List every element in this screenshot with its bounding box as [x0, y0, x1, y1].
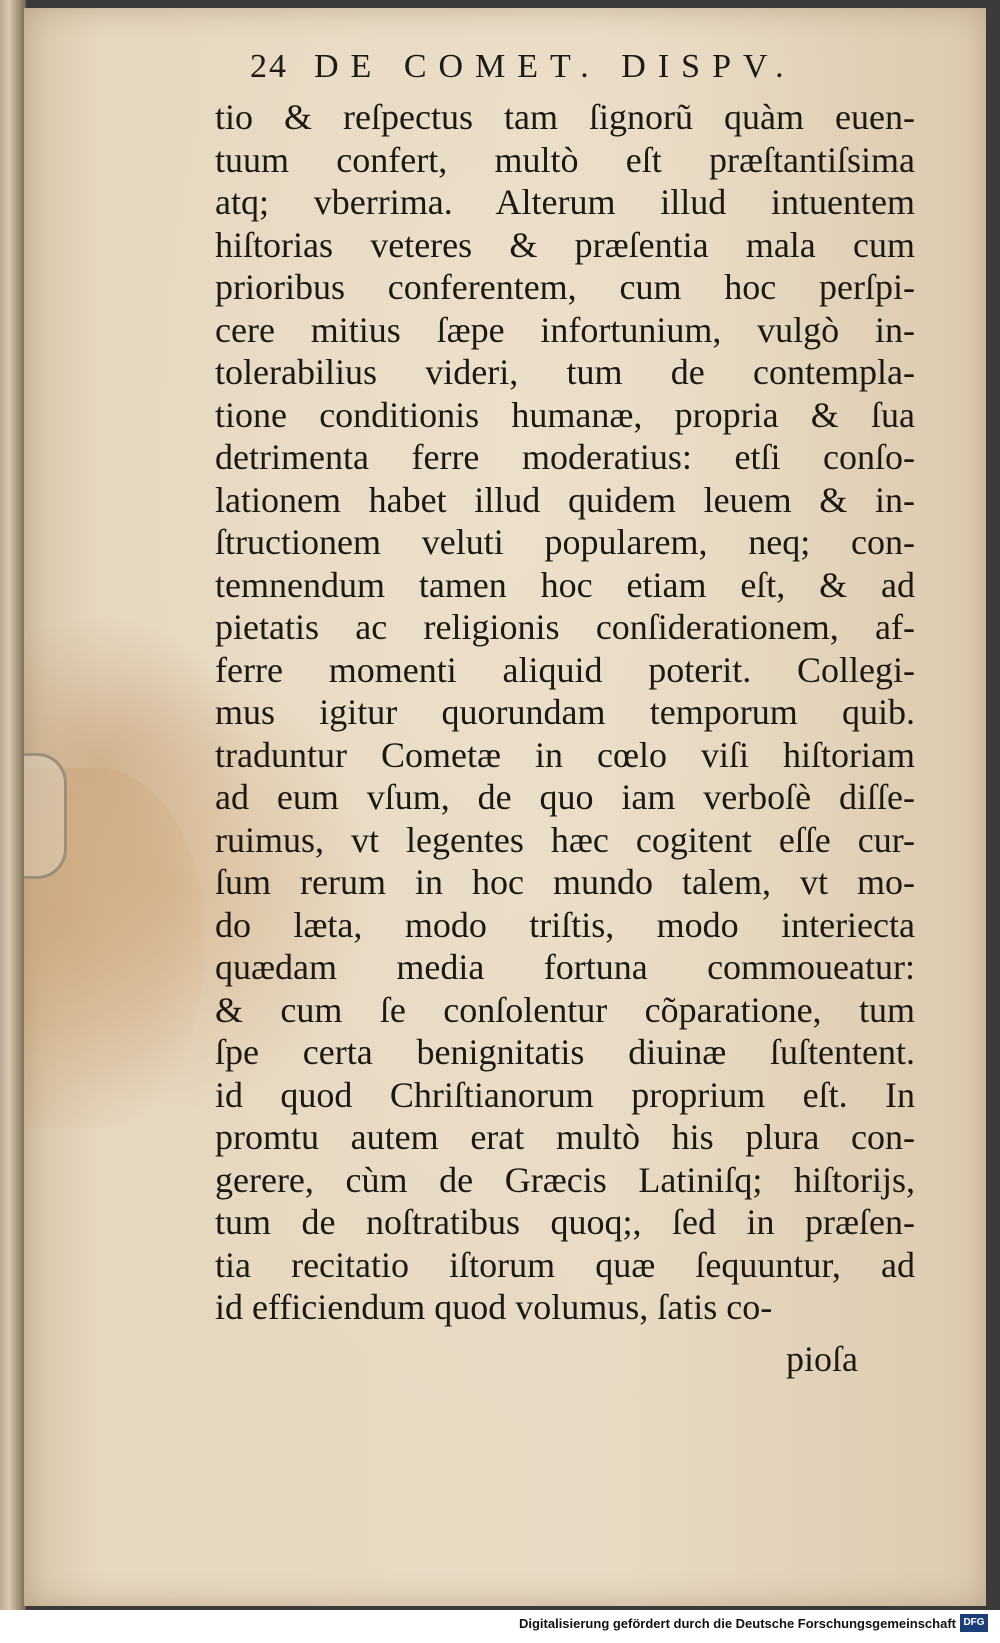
text-line: tio & reſpectus tam ſignorũ quàm euen- [215, 97, 915, 137]
text-line: pietatis ac religionis conſiderationem, af- [215, 607, 915, 647]
funding-credit: Digitalisierung gefördert durch die Deutsche Forschungsgemeinschaft [518, 1616, 956, 1631]
text-line: detrimenta ferre moderatius: etſi conſo- [215, 437, 915, 477]
text-line: tolerabilius videri, tum de contempla- [215, 352, 915, 392]
text-line: hiſtorias veteres & præſentia mala cum [215, 224, 915, 265]
page-clip [24, 753, 67, 879]
text-line: ad eum vſum, de quo iam verboſè diſſe- [215, 777, 915, 817]
text-line: cere mitius ſæpe infortunium, vulgò in- [215, 309, 915, 350]
text-line: temnendum tamen hoc etiam eſt, & ad [215, 564, 915, 605]
text-line: promtu autem erat multò his plura con- [215, 1117, 915, 1157]
text-line: ſtructionem veluti popularem, neq; con- [215, 522, 915, 562]
running-head-title: DE COMET. DISPV. [314, 48, 796, 85]
page-number: 24 [250, 48, 288, 85]
dfg-logo: DFG [960, 1614, 988, 1632]
body-text [215, 96, 915, 1329]
text-line: atq; vberrima. Alterum illud intuentem [215, 182, 915, 222]
catchword: pioſa [786, 1339, 858, 1379]
text-line: tuum confert, multò eſt præſtantiſsima [215, 139, 915, 180]
text-line: quædam media fortuna commoueatur: [215, 947, 915, 987]
text-line: ruimus, vt legentes hæc cogitent eſſe cur- [215, 819, 915, 860]
text-line: ferre momenti aliquid poterit. Collegi- [215, 649, 915, 690]
text-line: mus igitur quorundam temporum quib. [215, 692, 915, 732]
text-line: tum de noſtratibus quoq;, ſed in præſen- [215, 1202, 915, 1242]
text-line: prioribus conferentem, cum hoc perſpi- [215, 267, 915, 307]
text-line: id quod Chriſtianorum proprium eſt. In [215, 1074, 915, 1115]
book-fore-edge [0, 0, 26, 1610]
text-line: gerere, cùm de Græcis Latiniſq; hiſtorijs, [215, 1159, 915, 1200]
text-line: & cum ſe conſolentur cõparatione, tum [215, 989, 915, 1030]
text-line: do læta, modo triſtis, modo interiecta [215, 904, 915, 945]
running-header [250, 48, 850, 98]
text-line: ſum rerum in hoc mundo talem, vt mo- [215, 862, 915, 902]
text-line: tione conditionis humanæ, propria & ſua [215, 394, 915, 435]
text-line: id efficiendum quod volumus, ſatis co- [215, 1287, 773, 1327]
text-line: lationem habet illud quidem leuem & in- [215, 479, 915, 520]
text-line: traduntur Cometæ in cœlo viſi hiſtoriam [215, 734, 915, 775]
text-line: tia recitatio iſtorum quæ ſequuntur, ad [215, 1244, 915, 1285]
text-line: ſpe certa benignitatis diuinæ ſuſtentent. [215, 1032, 915, 1072]
